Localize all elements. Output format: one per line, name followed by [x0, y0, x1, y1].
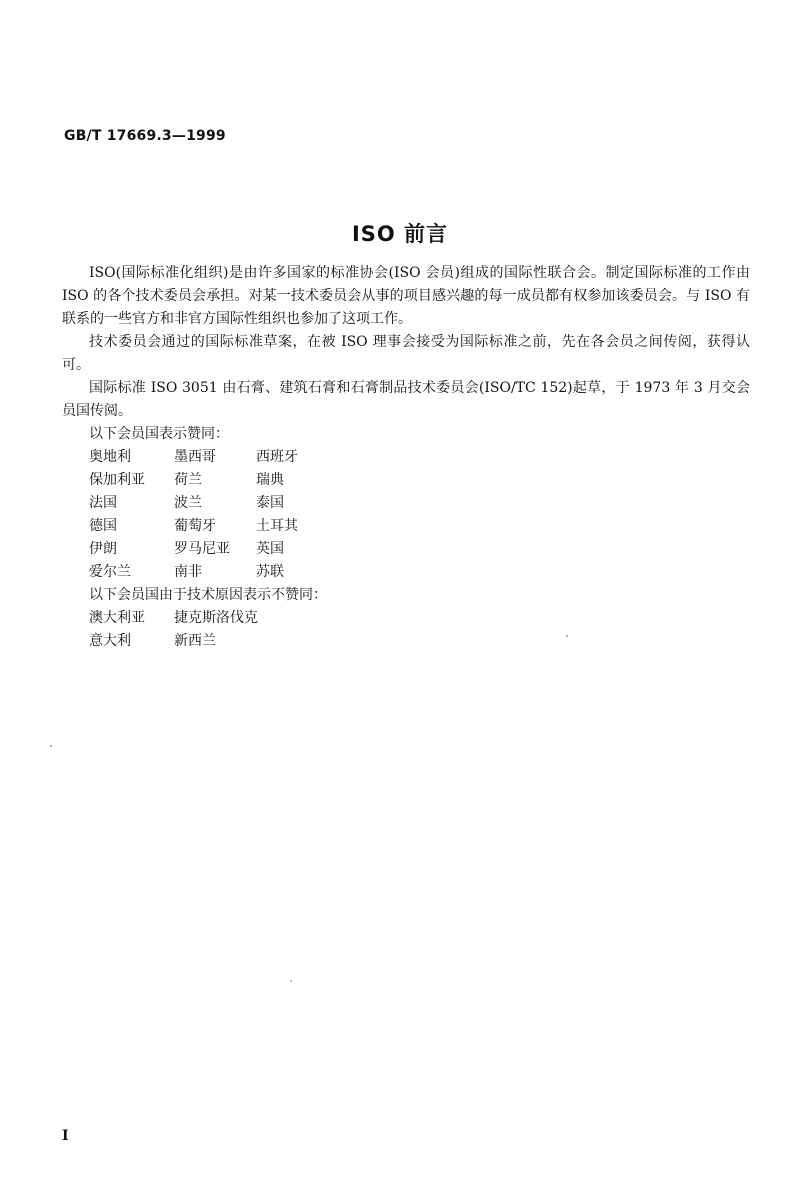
country-name: 奥地利 [89, 449, 131, 465]
country-name: 西班牙 [256, 449, 298, 465]
page-number: I [62, 1128, 69, 1144]
table-row [89, 492, 750, 515]
country-name: 保加利亚 [89, 472, 145, 488]
country-name: 荷兰 [174, 472, 202, 488]
table-row [89, 538, 750, 561]
paragraph-iso-3051: 国际标准 ISO 3051 由石膏、建筑石膏和石膏制品技术委员会(ISO/TC 152)起草，于 1973 年 3 月交会员国传阅。 [62, 380, 750, 419]
country-name: 意大利 [89, 633, 131, 649]
disapproved-heading: 以下会员国由于技术原因表示不赞同： [89, 587, 327, 603]
scan-speck [290, 980, 292, 982]
table-row [89, 469, 750, 492]
country-name: 罗马尼亚 [174, 541, 230, 557]
country-name: 南非 [174, 564, 202, 580]
approved-country-list [62, 446, 750, 584]
table-row [89, 561, 750, 584]
standard-number: GB/T 17669.3—1999 [64, 128, 226, 144]
country-name: 爱尔兰 [89, 564, 131, 580]
country-name: 德国 [89, 518, 117, 534]
country-name: 英国 [256, 541, 284, 557]
scan-speck [50, 745, 52, 747]
approved-heading: 以下会员国表示赞同： [89, 426, 229, 442]
table-row [89, 630, 750, 653]
paragraph-draft-approval: 技术委员会通过的国际标准草案，在被 ISO 理事会接受为国际标准之前，先在各会员之间传阅，获得认可。 [62, 334, 750, 373]
country-name: 苏联 [256, 564, 284, 580]
page-title: ISO 前言 [351, 222, 449, 246]
scan-speck [566, 635, 568, 637]
disapproved-country-list [62, 607, 750, 653]
country-name: 土耳其 [256, 518, 298, 534]
country-name: 法国 [89, 495, 117, 511]
table-row [89, 446, 750, 469]
country-name: 葡萄牙 [174, 518, 216, 534]
country-name: 澳大利亚 [89, 610, 145, 626]
table-row [89, 607, 750, 630]
paragraph-iso-intro: ISO(国际标准化组织)是由许多国家的标准协会(ISO 会员)组成的国际性联合会。制定国际标准的工作由 ISO 的各个技术委员会承担。对某一技术委员会从事的项目感兴趣的每一成员都有权参加该委员会。与 ISO 有联系的一些官方和非官方国际性组织也参加了这项工作。 [62, 265, 750, 327]
country-name: 泰国 [256, 495, 284, 511]
country-name: 墨西哥 [174, 449, 216, 465]
table-row [89, 515, 750, 538]
country-name: 新西兰 [174, 633, 216, 649]
country-name: 波兰 [174, 495, 202, 511]
country-name: 瑞典 [256, 472, 284, 488]
document-body [62, 262, 750, 653]
country-name: 伊朗 [89, 541, 117, 557]
country-name: 捷克斯洛伐克 [174, 610, 258, 626]
